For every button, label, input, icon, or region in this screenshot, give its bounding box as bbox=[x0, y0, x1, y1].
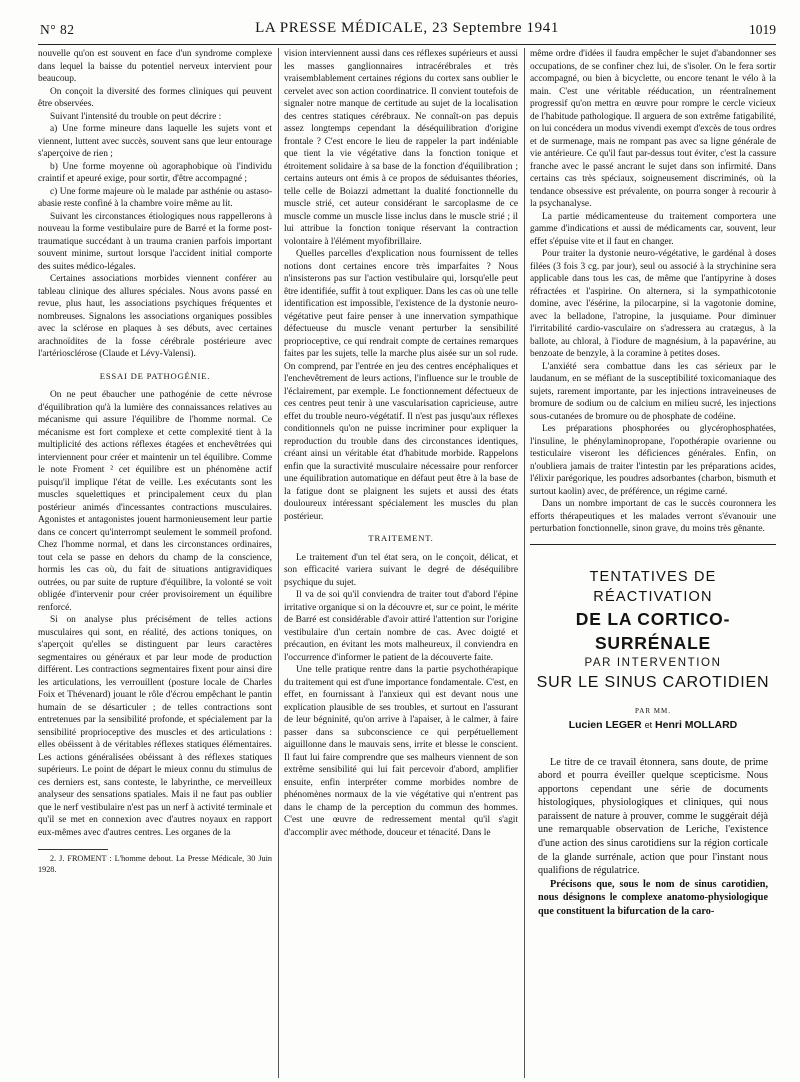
column-1 bbox=[38, 48, 272, 1078]
article-title-line: TENTATIVES DE RÉACTIVATION bbox=[589, 568, 717, 605]
paragraph: L'anxiété sera combattue dans les cas sérieux par le laudanum, en se méfiant de la susceptibilité toxicomaniaque des sujets, rarement importante, par les injections intraveineuses de bromure de sodium ou de calcium en milieu sucré, les injections sous-cutanées de bromure ou de phosphate de codéine. bbox=[530, 361, 776, 422]
article-divider bbox=[530, 544, 776, 545]
paragraph: Il va de soi qu'il conviendra de traiter tout d'abord l'épine irritative organique si on la découvre et, sur ce point, le mérite de Barré est considérable d'avoir attiré l'attention sur l'origine vestibulaire d'un certain nombre de cas. Avec doigté et précaution, en évitant les mots malheureux, il conviendra en l'occurrence d'informer le patient de la découverte faite. bbox=[284, 590, 518, 663]
article-authors bbox=[530, 719, 776, 732]
paragraph: Le titre de ce travail étonnera, sans doute, de prime abord et pourra éveiller quelque scepticisme. Nous apportons cependant une série de documents histologiques, physiologiques et cliniques, qui nous paraissent de nature à prouver, comme le suggérait déjà une remarquable observation de Leriche, l'existence d'une action des sinus carotidiens sur la région corticale de la glande surrénale, action que pour l'instant nous qualifions de régulatrice. bbox=[538, 756, 768, 877]
paragraph: nouvelle qu'on est souvent en face d'un syndrome complexe dans lequel la baisse du potentiel nerveux intervient pour beaucoup. bbox=[38, 49, 272, 84]
section-heading: ESSAI DE PATHOGÉNIE. bbox=[99, 370, 211, 381]
article-title-line: SUR LE SINUS CAROTIDIEN bbox=[536, 673, 770, 691]
paragraph: Les préparations phosphorées ou glycérophosphatées, l'insuline, le phénylaminopropane, l'opothérapie ovarienne ou testiculaire viseront les déficiences générales. Enfin, on n'oubliera jamais de traiter l'intestin par les préparations acides, l'élixir parégorique, les poudres adsorbantes (charbon, bismuth et surtout kaolin) avec, de préférence, un régime carné. bbox=[530, 424, 776, 497]
author-name: Henri MOLLARD bbox=[655, 719, 738, 731]
byline-prefix: PAR MM. bbox=[635, 706, 671, 715]
paragraph: Une telle pratique rentre dans la partie psychothérapique du traitement qui est d'une importance fondamentale. C'est, en effet, en fournissant à l'anxieux qui est devant nous une explication plausible de ses troubles, et surtout en l'assurant de leur bégninité, qu'on arrive à l'apaiser, à le calmer, à faire passer dans sa subconscience ce qui perpétuellement aiguillonne dans le mauvais sens, irrite et blesse le conscient. Il faut lui faire comprendre que ses malheurs viennent de son extrême sensibilité qui lui fait percevoir d'abord, amplifier ensuite, enfin interpréter comme morbides nombre de phénomènes normaux de la vie végétative qui n'entrent pas dans le champ de la perception du commun des hommes. C'est une œuvre de redressement mental qu'il s'agit d'accomplir avec méthode, douceur et ténacité. Dans le bbox=[284, 665, 518, 838]
footnote: 2. J. FROMENT : L'homme debout. La Presse Médicale, 30 Juin 1928. bbox=[38, 854, 272, 874]
article-title-line: DE LA CORTICO-SURRÉNALE bbox=[575, 608, 731, 653]
issue-number: N° 82 bbox=[40, 22, 75, 37]
paragraph: Suivant l'intensité du trouble on peut décrire : bbox=[50, 111, 222, 122]
paragraph: c) Une forme majeure où le malade par asthénie ou astaso-abasie reste confiné à la chambre voire même au lit. bbox=[38, 186, 272, 209]
column-3 bbox=[530, 48, 776, 1078]
paragraph: La partie médicamenteuse du traitement comportera une gamme d'indications et aussi de médicaments car, souvent, leur effet s'épuise vite et il faut en changer. bbox=[530, 211, 776, 247]
paragraph: Suivant les circonstances étiologiques nous rappellerons à nouveau la forme vestibulaire pure de Barré et la forme post-traumatique succédant à un trauma cranien parfois important souvent minime, surtout lorsque l'accident initial comporte des suites médico-légales. bbox=[38, 211, 272, 272]
article-title-line: PAR INTERVENTION bbox=[584, 656, 722, 669]
author-conjunction: et bbox=[644, 720, 653, 730]
paragraph: Le traitement d'un tel état sera, on le conçoit, délicat, et son efficacité variera suivant le degré de déséquilibre psychique du sujet. bbox=[284, 552, 518, 588]
journal-title-date: LA PRESSE MÉDICALE, 23 Septembre 1941 bbox=[255, 20, 559, 36]
header-rule bbox=[38, 44, 776, 45]
paragraph: Certaines associations morbides viennent conférer au tableau clinique des allures spéciales. Nous avons passé en revue, plus haut, les associations psychiques fréquentes et nombreuses. Signalons les associations organiques possibles avec la sclérose en plaques à ses débuts, avec certaines arachnoïdites de la fosse cérébrale postérieure avec l'artériosclérose (Claude et Lévy-Valensi). bbox=[38, 274, 272, 359]
column-divider bbox=[524, 48, 525, 1078]
page-number: 1019 bbox=[749, 22, 776, 37]
column-2 bbox=[284, 48, 518, 1078]
paragraph: vision interviennent aussi dans ces réflexes supérieurs et aussi les masses ganglionnaires intracérébrales et très vraisemblablement certaines régions du cortex sans oublier le cervelet avec son action coordinatrice. Il convient toutefois de signaler notre manque de certitude au sujet de la localisation des centres statiques cérébraux. Ne connaît-on pas depuis assez longtemps cependant la déséquilibration d'origine frontale ? C'est encore le lieu de rappeler la part indéniable que tient la vie végétative dans la fonction tonique et étroitement solidaire à sa base de la fonction d'équilibration ; certains auteurs ont émis à ce propos de séduisantes théories, telle celle de Boiazzi admettant la dualité fonctionnelle du muscle strié, cet auteur considérant le sarcoplasme de ce muscle comme un muscle lisse inclus dans le muscle strié ; il lui attribue la fonction tonique réservant la contraction volontaire à l'élément myofibrillaire. bbox=[284, 49, 518, 247]
paragraph: b) Une forme moyenne où agoraphobique où l'individu craintif et apeuré exige, pour sortir, d'être accompagné ; bbox=[38, 161, 272, 184]
page-header bbox=[38, 20, 776, 42]
paragraph: On ne peut ébaucher une pathogénie de cette névrose d'équilibration qu'à la lumière des connaissances relatives au mécanisme qui assure l'équilibre de l'homme normal. Ce mécanisme est fort complexe et cette complexité tient à la multiplicité des actions réflexes étagées et enchevêtrées qui interviennent pour créer et maintenir un tel équilibre. Comme le note Froment ² cet équilibre est un phénomène actif puisqu'il implique l'état de veille. Les exécutants sont les muscles squelettiques et principalement ceux du plan postérieur animés d'incessantes contractions musculaires. Agonistes et antagonistes jouent harmonieusement leur partie dans ce concert qu'interrompt seulement le sommeil profond. Chez l'homme normal, et dans les circonstances ordinaires, tout cela se passe en dehors du champ de la conscience, hormis les cas où, du fait de situations antigravidiques outrées, ou par suite de rupture d'équilibre, la volonté se voit obligée d'intervenir pour créer provisoirement un équilibre renforcé. bbox=[38, 390, 272, 613]
paragraph: même ordre d'idées il faudra empêcher le sujet d'abandonner ses occupations, de se confiner chez lui, de s'isoler. On le fera sortir accompagné, ou bien à bicyclette, ou encore tenant le vélo à la main. C'est une véritable rééducation, un réentraînement progressif qu'on mettra en œuvre pour rompre le cercle vicieux de l'habitude pathologique. Il arguera de son extrême fatigabilité, on lui concédera un modus vivendi exempt d'excès de tous ordres et de surmenage, mais ne rompant pas avec sa ligne générale de vie antérieure. Ce qu'il faut par-dessus tout éviter, c'est la cassure franche avec le passé ancrant le sujet dans son infirmité. Dans certains cas très spéciaux, soigneusement discriminés, où la tendance obsessive est prévalente, on pourra songer à recourir à la psychanalyse. bbox=[530, 49, 776, 209]
paragraph: On conçoit la diversité des formes cliniques qui peuvent être observées. bbox=[38, 86, 272, 109]
paragraph: Dans un nombre important de cas le succès couronnera les efforts thérapeutiques et les malades verront s'évanouir une perturbation fonctionnelle, sinon grave, du moins très gênante. bbox=[530, 499, 776, 534]
paragraph: Précisons que, sous le nom de sinus carotidien, nous désignons le complexe anatomo-physiologique que constituent la bifurcation de la caro- bbox=[538, 878, 768, 918]
footnote-rule bbox=[38, 849, 108, 850]
paragraph: Pour traiter la dystonie neuro-végétative, le gardénal à doses filées (3 fois 3 cg. par jour), seul ou associé à la strychinine sera applicable dans tous les cas, de même que l'antipyrine à doses réfractées et l'aspirine. On alternera, si la sympathicotonie domine, avec l'ésérine, la pilocarpine, si la vagotonie domine, avec la belladone, l'atropine, la jusquiame. Pour diminuer l'irritabilité cardio-vasculaire on s'adressera au cratægus, à la ballote, au chloral, à l'iodure de magnésium, à la papavérine, au benzoate de benzyle, à la coramine à petites doses. bbox=[530, 249, 776, 359]
author-name: Lucien LEGER bbox=[568, 719, 642, 731]
paragraph: Quelles parcelles d'explication nous fournissent de telles notions dont certaines encore très imparfaites ? Nous n'insisterons pas sur l'action vestibulaire qui, lorsqu'elle peut être identifiée, suffit à tout expliquer. Dans les cas où une telle identification est impossible, l'existence de la dystonie neuro-végétative peut faire penser à une innervation sympathique défectueuse du muscle venant perturber la sensibilité proprioceptive, ce qui rendrait compte de certaines remarques faites par les sujets, telle la marche plus aisée sur un sol rude. On comprend, par l'entrée en jeu des centres encéphaliques et l'enchevêtrement de leurs actions, l'influence sur le trouble de l'éclairement, par exemple. Le fonctionnement défectueux de ces centres peut tenir à une vascularisation capricieuse, autre effet du trouble neuro-végétatif. Il n'est pas jusqu'aux réflexes conditionnels qu'on ne puisse incriminer pour expliquer la reproduction du trouble dans des circonstances identiques, créant ainsi un véritable état d'habitude morbide. Rappelons enfin que la suractivité musculaire nécessaire pour renforcer une équilibration automatique en défaut peut être à la base de la fatigue dont se plaignent les sujets et aussi des états douloureux intéressant spécialement les muscles du plan postérieur. bbox=[284, 249, 518, 522]
paragraph: Si on analyse plus précisément de telles actions musculaires qui sont, en réalité, des actions toniques, on s'aperçoit qu'elles se distinguent par leurs caractères segmentaires ou généraux et par leur mode de production différent. Les contractions segmentaires fixent pour ainsi dire les articulations, les verrouillent (posture locale de Charles Foix et Thévenard) jouant le rôle d'écrou empêchant le pantin humain de se désarticuler ; de telles contractions sont entretenues par la sensibilité profonde, et spécialement par la sensibilité proprioceptive des muscles et des articulations : elles obéissent à de véritables réflexes statiques élémentaires. Les actions généralisées obéissant à des réflexes statiques supérieurs. Le point de départ le mieux connu du stimulus de ces derniers est, sans conteste, le labyrinthe, ce merveilleux analyseur des sensations spatiales. Mais il ne faut pas oublier que le nerf vestibulaire n'est pas un nerf à activité terminale et qu'il se met en connexion avec d'autres noyaux en rapport eux-mêmes avec d'autres centres. Les organes de la bbox=[38, 615, 272, 838]
article-body bbox=[538, 756, 768, 919]
paragraph: a) Une forme mineure dans laquelle les sujets vont et viennent, luttent avec succès, souvent sans que leur entourage s'aperçoive de rien ; bbox=[38, 124, 272, 159]
column-divider bbox=[278, 48, 279, 1078]
section-heading: TRAITEMENT. bbox=[368, 533, 434, 543]
